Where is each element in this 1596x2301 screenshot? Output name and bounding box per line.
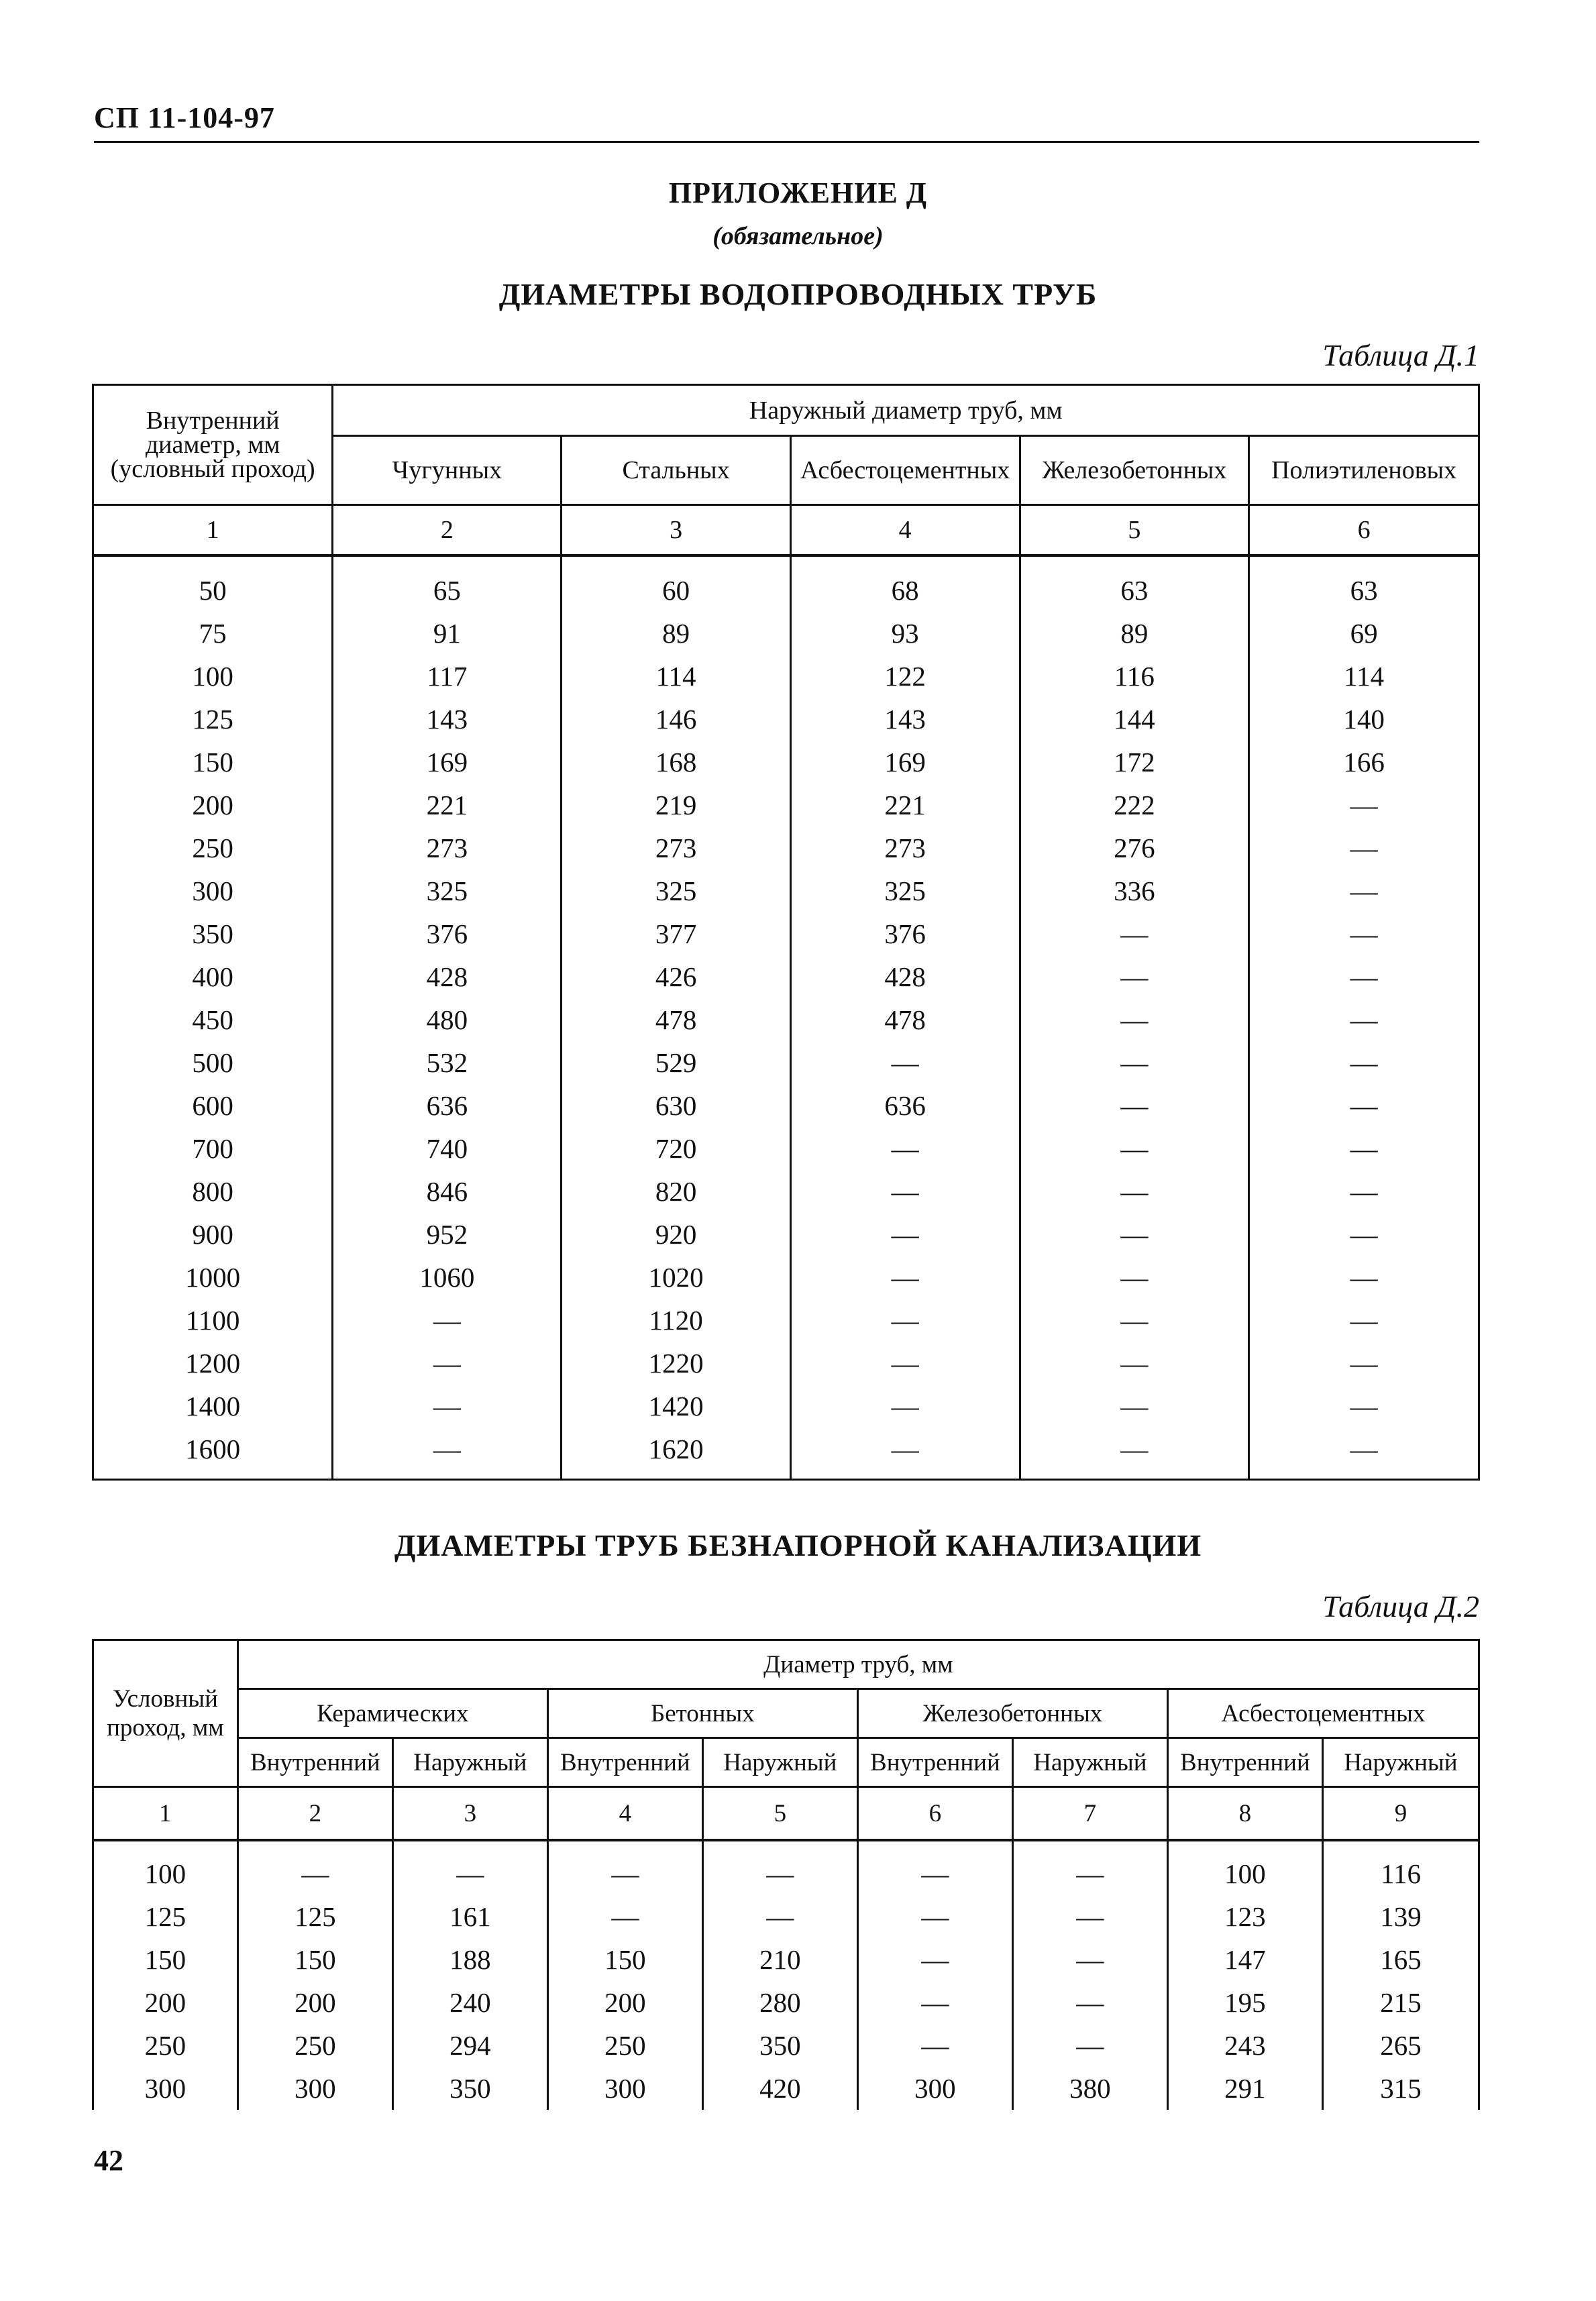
- table-cell: —: [1020, 998, 1249, 1041]
- table-cell: 123: [1167, 1895, 1322, 1938]
- table-cell: 300: [93, 2067, 238, 2110]
- table1-column-number: 6: [1249, 505, 1479, 556]
- table-cell: 300: [237, 2067, 392, 2110]
- table-cell: 300: [93, 869, 333, 912]
- table-cell: 172: [1020, 741, 1249, 784]
- table2-material-header: Бетонных: [547, 1689, 857, 1738]
- table-row: [93, 1256, 1479, 1299]
- table-cell: 125: [237, 1895, 392, 1938]
- table-row: [93, 1299, 1479, 1342]
- table-cell: 75: [93, 612, 333, 655]
- table2-body: [93, 1840, 1479, 2110]
- table-cell: 222: [1020, 784, 1249, 826]
- appendix-note: (обязательное): [712, 222, 884, 250]
- table-row: [93, 612, 1479, 655]
- table-cell: —: [1249, 1342, 1479, 1385]
- table1-column-number: 5: [1020, 505, 1249, 556]
- table-row: [93, 1385, 1479, 1428]
- table-cell: —: [333, 1299, 562, 1342]
- table1-group-header: Наружный диаметр труб, мм: [333, 385, 1479, 436]
- table-cell: 920: [562, 1213, 790, 1256]
- table-cell: —: [857, 1895, 1012, 1938]
- table-cell: 450: [93, 998, 333, 1041]
- table2-column-number: 6: [857, 1787, 1012, 1841]
- table-cell: 100: [93, 1840, 238, 1895]
- table-cell: 325: [790, 869, 1020, 912]
- table2-subheader: Внутренний: [237, 1738, 392, 1787]
- table-cell: —: [1012, 1895, 1167, 1938]
- table2-column-number: 4: [547, 1787, 702, 1841]
- table-cell: 636: [790, 1084, 1020, 1127]
- table-cell: 480: [333, 998, 562, 1041]
- table-cell: 1220: [562, 1342, 790, 1385]
- table-cell: 1060: [333, 1256, 562, 1299]
- table2-column-number: 8: [1167, 1787, 1322, 1841]
- table-cell: —: [1249, 1299, 1479, 1342]
- table-cell: 50: [93, 555, 333, 612]
- table2-material-header: Асбестоцементных: [1167, 1689, 1479, 1738]
- table-cell: 478: [562, 998, 790, 1041]
- table-cell: 146: [562, 698, 790, 741]
- table-row: [93, 1895, 1479, 1938]
- table-cell: —: [1249, 912, 1479, 955]
- table-row: [93, 1342, 1479, 1385]
- table-cell: 280: [702, 1981, 857, 2024]
- table-row: [93, 741, 1479, 784]
- table-cell: 636: [333, 1084, 562, 1127]
- table-cell: —: [1249, 826, 1479, 869]
- table-cell: 336: [1020, 869, 1249, 912]
- table-cell: 380: [1012, 2067, 1167, 2110]
- table-cell: 500: [93, 1041, 333, 1084]
- water-pipe-diameters-table: [92, 384, 1480, 1481]
- table-cell: —: [857, 1938, 1012, 1981]
- table-cell: 139: [1322, 1895, 1479, 1938]
- table-row: [93, 1213, 1479, 1256]
- table-cell: 350: [702, 2024, 857, 2067]
- table-cell: 265: [1322, 2024, 1479, 2067]
- table-cell: 69: [1249, 612, 1479, 655]
- table-cell: 250: [93, 826, 333, 869]
- table-cell: 60: [562, 555, 790, 612]
- table-cell: 221: [790, 784, 1020, 826]
- table1-left-header: [93, 385, 333, 505]
- table-cell: —: [1020, 1084, 1249, 1127]
- table-row: [93, 1041, 1479, 1084]
- table-cell: 529: [562, 1041, 790, 1084]
- sewer-pipe-diameters-table: [92, 1639, 1480, 2110]
- table-cell: —: [333, 1385, 562, 1428]
- table-cell: 276: [1020, 826, 1249, 869]
- table-cell: 630: [562, 1084, 790, 1127]
- table-row: [93, 1428, 1479, 1480]
- table-row: [93, 2024, 1479, 2067]
- table-row: [93, 869, 1479, 912]
- table-cell: 114: [1249, 655, 1479, 698]
- table-cell: —: [1249, 1428, 1479, 1480]
- table-cell: —: [790, 1299, 1020, 1342]
- table-cell: 900: [93, 1213, 333, 1256]
- table2-column-number: 5: [702, 1787, 857, 1841]
- table2-left-header-line: проход, мм: [107, 1714, 224, 1742]
- table2-subheader: Внутренний: [857, 1738, 1012, 1787]
- table-cell: 428: [333, 955, 562, 998]
- table2-material-header: Железобетонных: [857, 1689, 1167, 1738]
- table-cell: 117: [333, 655, 562, 698]
- table1-left-header-line: диаметр, мм: [145, 431, 280, 459]
- table1-body: [93, 555, 1479, 1480]
- table2-subheader: Наружный: [702, 1738, 857, 1787]
- table-cell: 89: [1020, 612, 1249, 655]
- table-cell: —: [1020, 1428, 1249, 1480]
- table2-subheader: Наружный: [392, 1738, 547, 1787]
- table-row: [93, 2067, 1479, 2110]
- table-cell: 116: [1322, 1840, 1479, 1895]
- table-cell: 294: [392, 2024, 547, 2067]
- table-cell: —: [333, 1342, 562, 1385]
- table-row: [93, 1840, 1479, 1895]
- table-cell: 1120: [562, 1299, 790, 1342]
- table-row: [93, 826, 1479, 869]
- appendix-title: ПРИЛОЖЕНИЕ Д: [668, 176, 928, 209]
- table-cell: 846: [333, 1170, 562, 1213]
- table-cell: 350: [392, 2067, 547, 2110]
- table2-left-header: [93, 1640, 238, 1787]
- table-cell: —: [702, 1895, 857, 1938]
- table-cell: —: [1020, 955, 1249, 998]
- table-cell: 273: [562, 826, 790, 869]
- table1-column-number: 3: [562, 505, 790, 556]
- table-cell: 144: [1020, 698, 1249, 741]
- table-row: [93, 912, 1479, 955]
- table-row: [93, 955, 1479, 998]
- table-cell: 376: [790, 912, 1020, 955]
- table-cell: 100: [1167, 1840, 1322, 1895]
- table-cell: 125: [93, 1895, 238, 1938]
- table2-left-header-line: Условный: [112, 1685, 218, 1713]
- table-cell: 169: [790, 741, 1020, 784]
- table-row: [93, 655, 1479, 698]
- table-row: [93, 698, 1479, 741]
- table-row: [93, 555, 1479, 612]
- table-cell: 215: [1322, 1981, 1479, 2024]
- table-cell: 1020: [562, 1256, 790, 1299]
- table-cell: —: [1012, 2024, 1167, 2067]
- table-cell: 273: [333, 826, 562, 869]
- table-cell: 1400: [93, 1385, 333, 1428]
- table-cell: 478: [790, 998, 1020, 1041]
- table2-section-title: ДИАМЕТРЫ ТРУБ БЕЗНАПОРНОЙ КАНАЛИЗАЦИИ: [394, 1528, 1202, 1562]
- table-cell: —: [333, 1428, 562, 1480]
- table-cell: 800: [93, 1170, 333, 1213]
- table1-subheader: Стальных: [562, 436, 790, 505]
- table-cell: —: [1012, 1938, 1167, 1981]
- table2-subheader: Наружный: [1322, 1738, 1479, 1787]
- table-cell: —: [1249, 1385, 1479, 1428]
- table-cell: 100: [93, 655, 333, 698]
- table1-subheader: Чугунных: [333, 436, 562, 505]
- table1-column-number: 2: [333, 505, 562, 556]
- table-cell: 243: [1167, 2024, 1322, 2067]
- table2-group-header: Диаметр труб, мм: [237, 1640, 1479, 1689]
- table-cell: 188: [392, 1938, 547, 1981]
- table2-column-number: 7: [1012, 1787, 1167, 1841]
- page-number: 42: [94, 2144, 123, 2177]
- table-cell: 63: [1020, 555, 1249, 612]
- table2-material-header: Керамических: [237, 1689, 547, 1738]
- table-cell: 161: [392, 1895, 547, 1938]
- table-cell: 221: [333, 784, 562, 826]
- table-cell: 169: [333, 741, 562, 784]
- table-cell: 143: [333, 698, 562, 741]
- table-cell: 150: [547, 1938, 702, 1981]
- table-cell: 1620: [562, 1428, 790, 1480]
- table-cell: —: [1249, 869, 1479, 912]
- table-cell: 150: [237, 1938, 392, 1981]
- table2-column-number-row: [93, 1787, 1479, 1841]
- table1-column-number: 1: [93, 505, 333, 556]
- table-cell: 300: [857, 2067, 1012, 2110]
- table-cell: —: [1249, 1127, 1479, 1170]
- table-cell: —: [1020, 1385, 1249, 1428]
- table-cell: 250: [93, 2024, 238, 2067]
- table-cell: —: [790, 1041, 1020, 1084]
- table-cell: 93: [790, 612, 1020, 655]
- table-cell: 240: [392, 1981, 547, 2024]
- table-cell: —: [1020, 1256, 1249, 1299]
- table-cell: —: [1249, 955, 1479, 998]
- table-cell: —: [547, 1895, 702, 1938]
- table2-material-row: [93, 1689, 1479, 1738]
- table-cell: —: [1249, 1084, 1479, 1127]
- table-cell: 122: [790, 655, 1020, 698]
- table-cell: 820: [562, 1170, 790, 1213]
- table-cell: —: [790, 1385, 1020, 1428]
- table-cell: 1100: [93, 1299, 333, 1342]
- table-cell: —: [1249, 1041, 1479, 1084]
- table-row: [93, 1084, 1479, 1127]
- table-cell: 1420: [562, 1385, 790, 1428]
- table-cell: —: [1249, 998, 1479, 1041]
- table-cell: —: [857, 2024, 1012, 2067]
- table-cell: —: [1012, 1981, 1167, 2024]
- table-cell: —: [1020, 1299, 1249, 1342]
- table-cell: —: [392, 1840, 547, 1895]
- table-cell: —: [547, 1840, 702, 1895]
- table-row: [93, 1127, 1479, 1170]
- table-cell: 420: [702, 2067, 857, 2110]
- document-code: СП 11-104-97: [94, 101, 275, 134]
- table-cell: —: [1020, 1342, 1249, 1385]
- table2-subheader-row: [93, 1738, 1479, 1787]
- table1-section-title: ДИАМЕТРЫ ВОДОПРОВОДНЫХ ТРУБ: [498, 277, 1098, 311]
- table-cell: —: [857, 1981, 1012, 2024]
- table-cell: 63: [1249, 555, 1479, 612]
- table-cell: 210: [702, 1938, 857, 1981]
- table-cell: 125: [93, 698, 333, 741]
- table-cell: 200: [93, 1981, 238, 2024]
- table-cell: 273: [790, 826, 1020, 869]
- table-cell: 166: [1249, 741, 1479, 784]
- table-cell: —: [1020, 1041, 1249, 1084]
- table-cell: 1200: [93, 1342, 333, 1385]
- table1-subheader: Полиэтиленовых: [1249, 436, 1479, 505]
- table-cell: 1000: [93, 1256, 333, 1299]
- table-cell: 140: [1249, 698, 1479, 741]
- table-cell: 300: [547, 2067, 702, 2110]
- table-cell: 65: [333, 555, 562, 612]
- table-cell: —: [857, 1840, 1012, 1895]
- table-cell: 325: [333, 869, 562, 912]
- table-cell: 291: [1167, 2067, 1322, 2110]
- table-cell: —: [790, 1256, 1020, 1299]
- table-cell: —: [1020, 1127, 1249, 1170]
- table2-column-number: 2: [237, 1787, 392, 1841]
- table2-column-number: 3: [392, 1787, 547, 1841]
- table-row: [93, 998, 1479, 1041]
- table-cell: 200: [547, 1981, 702, 2024]
- table1-subheader: Асбестоцементных: [790, 436, 1020, 505]
- table-cell: 200: [93, 784, 333, 826]
- table-cell: 143: [790, 698, 1020, 741]
- table-cell: 168: [562, 741, 790, 784]
- table-cell: 600: [93, 1084, 333, 1127]
- table-cell: 325: [562, 869, 790, 912]
- table-cell: 147: [1167, 1938, 1322, 1981]
- table1-subheader: Железобетонных: [1020, 436, 1249, 505]
- table-cell: 219: [562, 784, 790, 826]
- table-cell: —: [790, 1170, 1020, 1213]
- table-cell: —: [790, 1213, 1020, 1256]
- table-cell: 700: [93, 1127, 333, 1170]
- table1-left-header-line: (условный проход): [110, 455, 315, 483]
- table-cell: —: [702, 1840, 857, 1895]
- table-cell: 114: [562, 655, 790, 698]
- table-row: [93, 1938, 1479, 1981]
- table-cell: —: [790, 1428, 1020, 1480]
- table-cell: 250: [547, 2024, 702, 2067]
- table-cell: —: [1249, 1213, 1479, 1256]
- table-cell: 150: [93, 741, 333, 784]
- table-cell: —: [1012, 1840, 1167, 1895]
- table-cell: —: [1249, 1170, 1479, 1213]
- table-cell: 376: [333, 912, 562, 955]
- table-cell: 377: [562, 912, 790, 955]
- table-cell: 89: [562, 612, 790, 655]
- table-cell: 952: [333, 1213, 562, 1256]
- table-cell: 195: [1167, 1981, 1322, 2024]
- table-cell: 740: [333, 1127, 562, 1170]
- table-row: [93, 1981, 1479, 2024]
- table-cell: 426: [562, 955, 790, 998]
- table-cell: 315: [1322, 2067, 1479, 2110]
- table-cell: 1600: [93, 1428, 333, 1480]
- table-cell: 532: [333, 1041, 562, 1084]
- table-cell: —: [1249, 784, 1479, 826]
- table2-caption: Таблица Д.2: [1322, 1589, 1479, 1623]
- table-cell: 400: [93, 955, 333, 998]
- table2-column-number: 9: [1322, 1787, 1479, 1841]
- table-cell: 428: [790, 955, 1020, 998]
- table-cell: —: [1249, 1256, 1479, 1299]
- table-cell: —: [790, 1342, 1020, 1385]
- table-cell: 91: [333, 612, 562, 655]
- table-row: [93, 1170, 1479, 1213]
- table2-subheader: Наружный: [1012, 1738, 1167, 1787]
- table2-subheader: Внутренний: [1167, 1738, 1322, 1787]
- table-cell: 720: [562, 1127, 790, 1170]
- table-cell: 200: [237, 1981, 392, 2024]
- header-rule: [94, 141, 1479, 143]
- table1-column-number-row: [93, 505, 1479, 556]
- table-row: [93, 784, 1479, 826]
- table-cell: —: [237, 1840, 392, 1895]
- table-cell: —: [1020, 1170, 1249, 1213]
- table-cell: —: [1020, 1213, 1249, 1256]
- table-cell: 68: [790, 555, 1020, 612]
- table1-caption: Таблица Д.1: [1322, 338, 1479, 372]
- table1-column-number: 4: [790, 505, 1020, 556]
- table-cell: —: [1020, 912, 1249, 955]
- table2-column-number: 1: [93, 1787, 238, 1841]
- table-cell: 350: [93, 912, 333, 955]
- table1-left-header-line: Внутренний: [146, 407, 280, 435]
- table-cell: —: [790, 1127, 1020, 1170]
- table2-subheader: Внутренний: [547, 1738, 702, 1787]
- table-cell: 150: [93, 1938, 238, 1981]
- table-cell: 116: [1020, 655, 1249, 698]
- table-cell: 250: [237, 2024, 392, 2067]
- table-cell: 165: [1322, 1938, 1479, 1981]
